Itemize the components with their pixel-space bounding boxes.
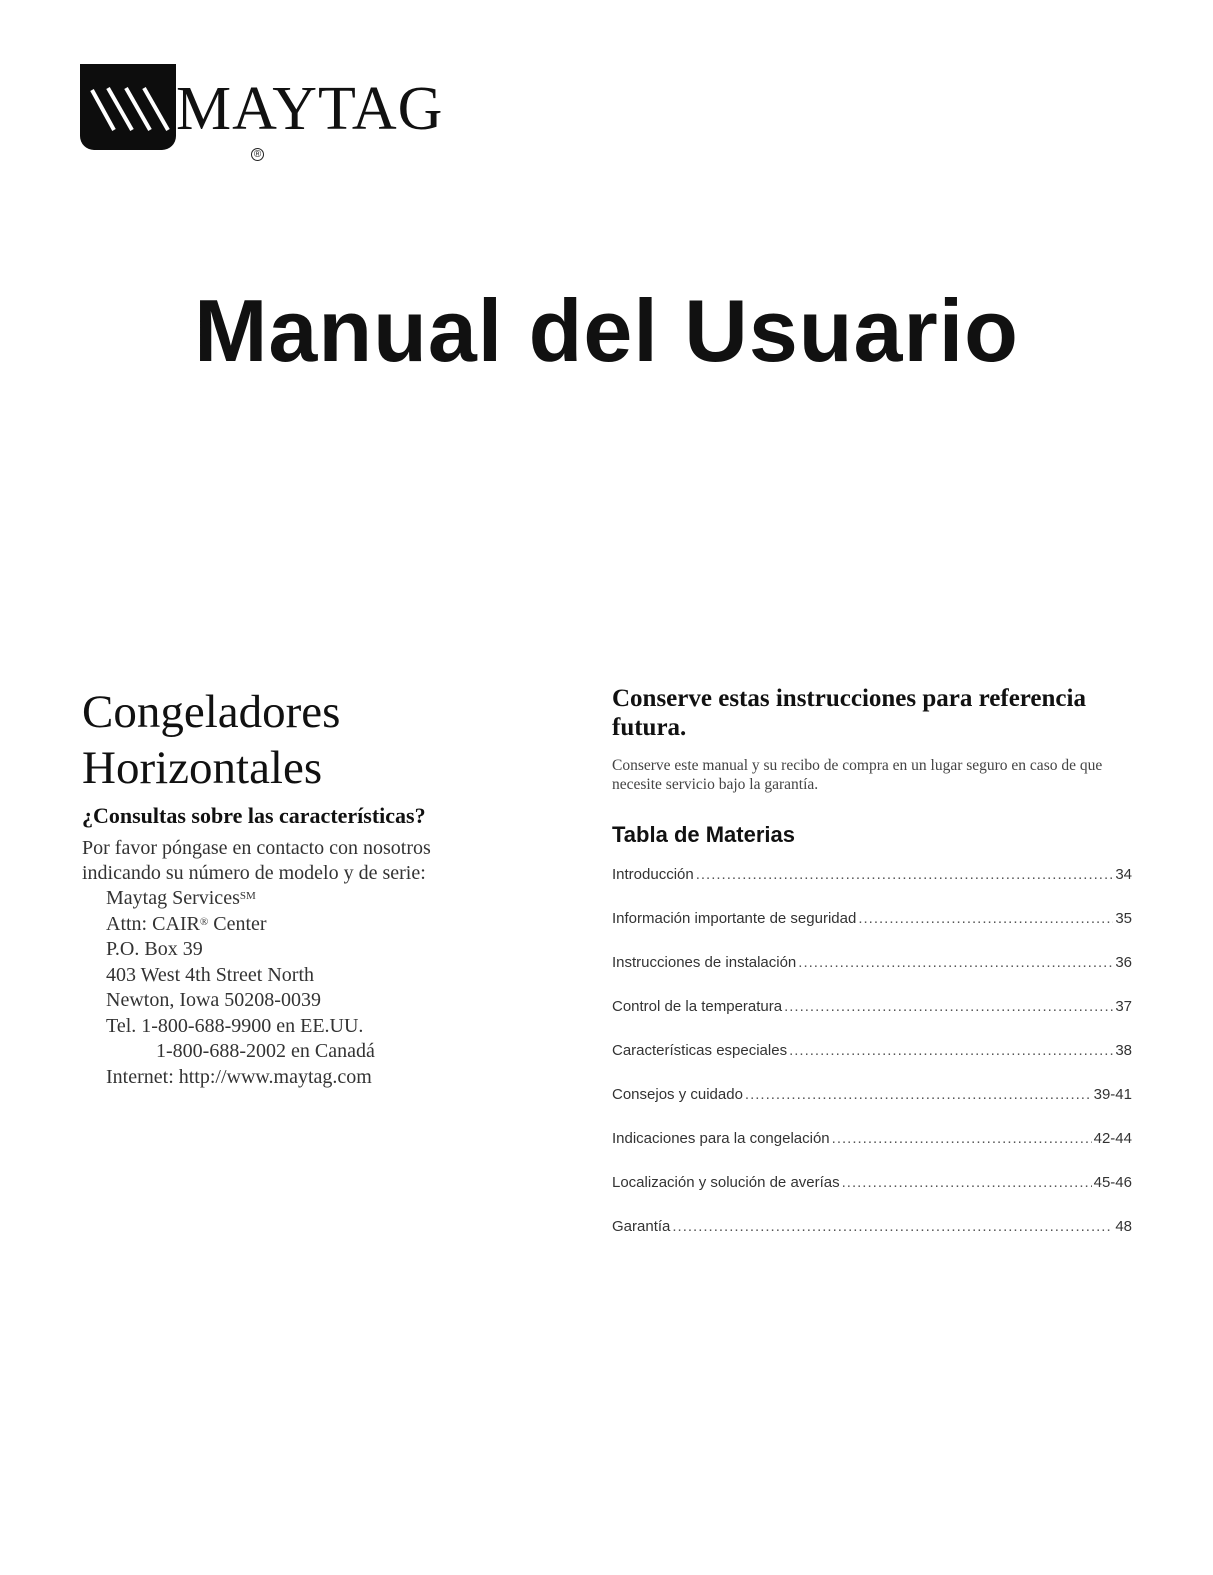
toc-leader-dots xyxy=(832,1130,1092,1147)
toc-item xyxy=(612,954,1132,998)
product-title-line1: Congeladores xyxy=(82,686,341,738)
toc-leader-dots xyxy=(842,1174,1092,1191)
toc-item-page: 42-44 xyxy=(1093,1130,1132,1147)
toc-item-label: Introducción xyxy=(612,866,694,883)
toc-item-label: Garantía xyxy=(612,1218,671,1235)
toc-item-page: 37 xyxy=(1115,998,1132,1015)
questions-heading: ¿Consultas sobre las características? xyxy=(82,803,426,828)
product-title-line2: Horizontales xyxy=(82,742,323,794)
toc-leader-dots xyxy=(789,1042,1113,1059)
toc-heading: Tabla de Materias xyxy=(612,822,795,847)
telephone-canada: 1-800-688-2002 en Canadá xyxy=(156,1040,375,1062)
telephone-us: Tel. 1-800-688-9900 en EE.UU. xyxy=(106,1014,364,1037)
toc-item-page: 35 xyxy=(1115,910,1132,927)
toc-item-label: Información importante de seguridad xyxy=(612,910,857,927)
street-address: 403 West 4th Street North xyxy=(106,963,314,986)
toc-leader-dots xyxy=(858,910,1113,927)
toc-item-page: 36 xyxy=(1115,954,1132,971)
toc-leader-dots xyxy=(745,1086,1092,1103)
toc-leader-dots xyxy=(672,1218,1113,1235)
maytag-wordmark: MAYTAG xyxy=(176,75,444,143)
company-name xyxy=(106,886,542,912)
toc-item xyxy=(612,910,1132,954)
toc-item-label: Control de la temperatura xyxy=(612,998,783,1015)
page-title: Manual del Usuario xyxy=(194,280,1019,380)
toc-item-page: 38 xyxy=(1115,1042,1132,1059)
toc-item-page: 45-46 xyxy=(1093,1174,1132,1191)
service-mark: SM xyxy=(239,890,256,902)
toc-leader-dots xyxy=(696,866,1114,883)
toc-item xyxy=(612,998,1132,1042)
maytag-logo-mark-icon xyxy=(80,64,176,150)
toc-item-label: Instrucciones de instalación xyxy=(612,954,797,971)
keep-instructions-heading: Conserve estas instrucciones para referencia futura. xyxy=(612,685,1086,741)
keep-instructions-text: Conserve este manual y su recibo de compra en un lugar seguro en caso de que necesite servicio bajo la garantía. xyxy=(612,757,1103,793)
toc-item-page: 39-41 xyxy=(1093,1086,1132,1103)
company-name-text: Maytag Services xyxy=(106,887,240,909)
toc-item-page: 34 xyxy=(1115,866,1132,883)
attn-suffix: Center xyxy=(208,912,267,935)
toc-item xyxy=(612,866,1132,910)
toc-leader-dots xyxy=(784,998,1113,1015)
toc-leader-dots xyxy=(798,954,1113,971)
product-title xyxy=(82,684,542,796)
toc-item xyxy=(612,1042,1132,1086)
contact-intro xyxy=(82,836,542,886)
toc-item-label: Características especiales xyxy=(612,1042,788,1059)
attn-registered-mark: ® xyxy=(199,915,209,928)
toc-item xyxy=(612,1174,1132,1218)
toc-item-label: Localización y solución de averías xyxy=(612,1174,840,1191)
contact-intro-line2: indicando su número de modelo y de serie: xyxy=(82,862,426,884)
toc-item-page: 48 xyxy=(1115,1218,1132,1235)
internet-address: Internet: http://www.maytag.com xyxy=(106,1065,372,1088)
contact-section xyxy=(82,684,542,1090)
toc-item-label: Indicaciones para la congelación xyxy=(612,1130,830,1147)
toc-item xyxy=(612,1218,1132,1262)
po-box: P.O. Box 39 xyxy=(106,938,203,960)
attn-text: Attn: CAIR xyxy=(106,912,200,935)
city-address: Newton, Iowa 50208-0039 xyxy=(106,989,321,1011)
attn-line xyxy=(106,912,542,938)
table-of-contents xyxy=(612,866,1132,1262)
registered-mark: ® xyxy=(251,148,264,161)
contact-intro-line1: Por favor póngase en contacto con nosotros xyxy=(82,837,431,859)
toc-item xyxy=(612,1130,1132,1174)
toc-item xyxy=(612,1086,1132,1130)
contact-address xyxy=(82,886,542,1090)
toc-section xyxy=(612,684,1132,1262)
toc-item-label: Consejos y cuidado xyxy=(612,1086,743,1103)
